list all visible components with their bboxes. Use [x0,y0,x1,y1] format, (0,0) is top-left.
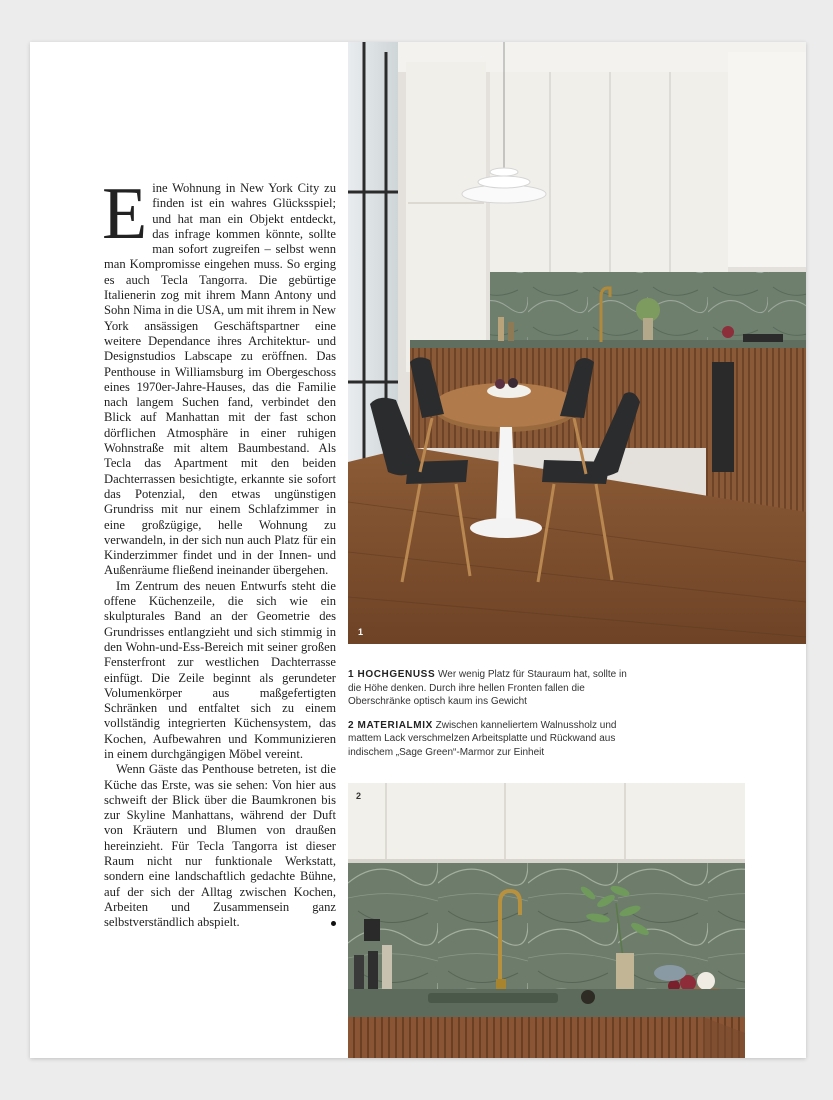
magazine-page [30,42,806,1058]
kitchen-dining-illustration [348,42,806,644]
article-paragraph-3 [104,762,336,930]
caption-1-heading: 1 HOCHGENUSS [348,669,436,680]
caption-2 [348,719,638,760]
photo-sink-detail [348,783,745,1058]
end-of-article-mark [331,921,336,926]
photo-2-number: 2 [356,791,362,801]
article-body [102,173,336,931]
photo-captions [348,668,638,769]
photo-1-number: 1 [358,627,364,637]
caption-2-text: Zwischen kanneliertem Walnussholz und mattem Lack verschmelzen Arbeitsplatte und Rückwand aus indischem „Sage Green“-Marmor zur Einheit [348,719,617,758]
photo-kitchen-dining [348,42,806,644]
paragraph-3-text: Wenn Gäste das Penthouse betreten, ist die Küche das Erste, was sie sehen: Von hier aus schweift der Blick über die Baumkronen bis zur Skyline Manhattans, während der Duft von Kräutern und Blumen von draußen hereinzieht. Für Tecla Tangorra ist dieser Raum nicht nur funktionale Werkstatt, sondern eine landschaftlich gedachte Bühne, auf der sich der Alltag zwischen Kochen, Arbeiten und Zusammensein ganz selbstverständlich abspielt. [104,762,336,930]
article-paragraph-1 [102,173,336,579]
drop-cap: E [102,173,148,255]
sink-detail-illustration [348,783,745,1058]
article-paragraph-2: Im Zentrum des neuen Entwurfs steht die offene Küchenzeile, die sich wie ein skulpturales Band an der Geometrie des Grundrisses entlangzieht und sich stimmig in den Wohn-und-Ess-Bereich mit seiner großen Fensterfront zur westlichen Dachterrasse einfügt. Die Zeile beginnt als gerundeter Volumenkörper aus maßgefertigten Schränken und entfaltet sich zu einem vollständig integrierten Küchensystem, das Kochen, Aufbewahren und Kommunizieren in einem durchgängigen Möbel vereint. [104,578,336,761]
caption-2-heading: 2 MATERIALMIX [348,719,433,731]
paragraph-1-text: ine Wohnung in New York City zu finden ist ein wahres Glücksspiel; und hat man ein Objekt entdeckt, das infrage kommen könnte, sollte man sofort zugreifen – selbst wenn man Kompromisse eingehen muss. So erging es auch Tecla Tangorra. Die gebürtige Italienerin zog mit ihrem Mann Antony und Sohn Nima in die USA, um mit ihrem in New York ansässigen Geschäftspartner eine weitere Dependance ihres Architektur- und Designstudios Labscape zu eröffnen. Das Penthouse in Williamsburg im Obergeschoss eines 1970er-Jahre-Hauses, das die Familie nach langem Suchen fand, verbindet den Blick auf Manhattan mit der fast schon dörflichen Atmosphäre in einer ruhigen Wohnstraße mit altem Baumbestand. Als Tecla das Apartment mit den beiden Dachterrassen besichtigte, erkannte sie sofort das Potenzial, den etwas ungünstigen Grundriss mit nur einem Schlafzimmer in eine großzügige, helle Wohnung zu verwandeln, in der sich nun auch Platz für ein Kinderzimmer findet und in der Innen- und Außenräume fließend ineinander übergehen. [104,181,336,578]
caption-1 [348,668,638,709]
caption-1-text: Wer wenig Platz für Stauraum hat, sollte in die Höhe denken. Durch ihre hellen Fronten fallen die Oberschränke optisch kaum ins Gewicht [348,669,627,707]
